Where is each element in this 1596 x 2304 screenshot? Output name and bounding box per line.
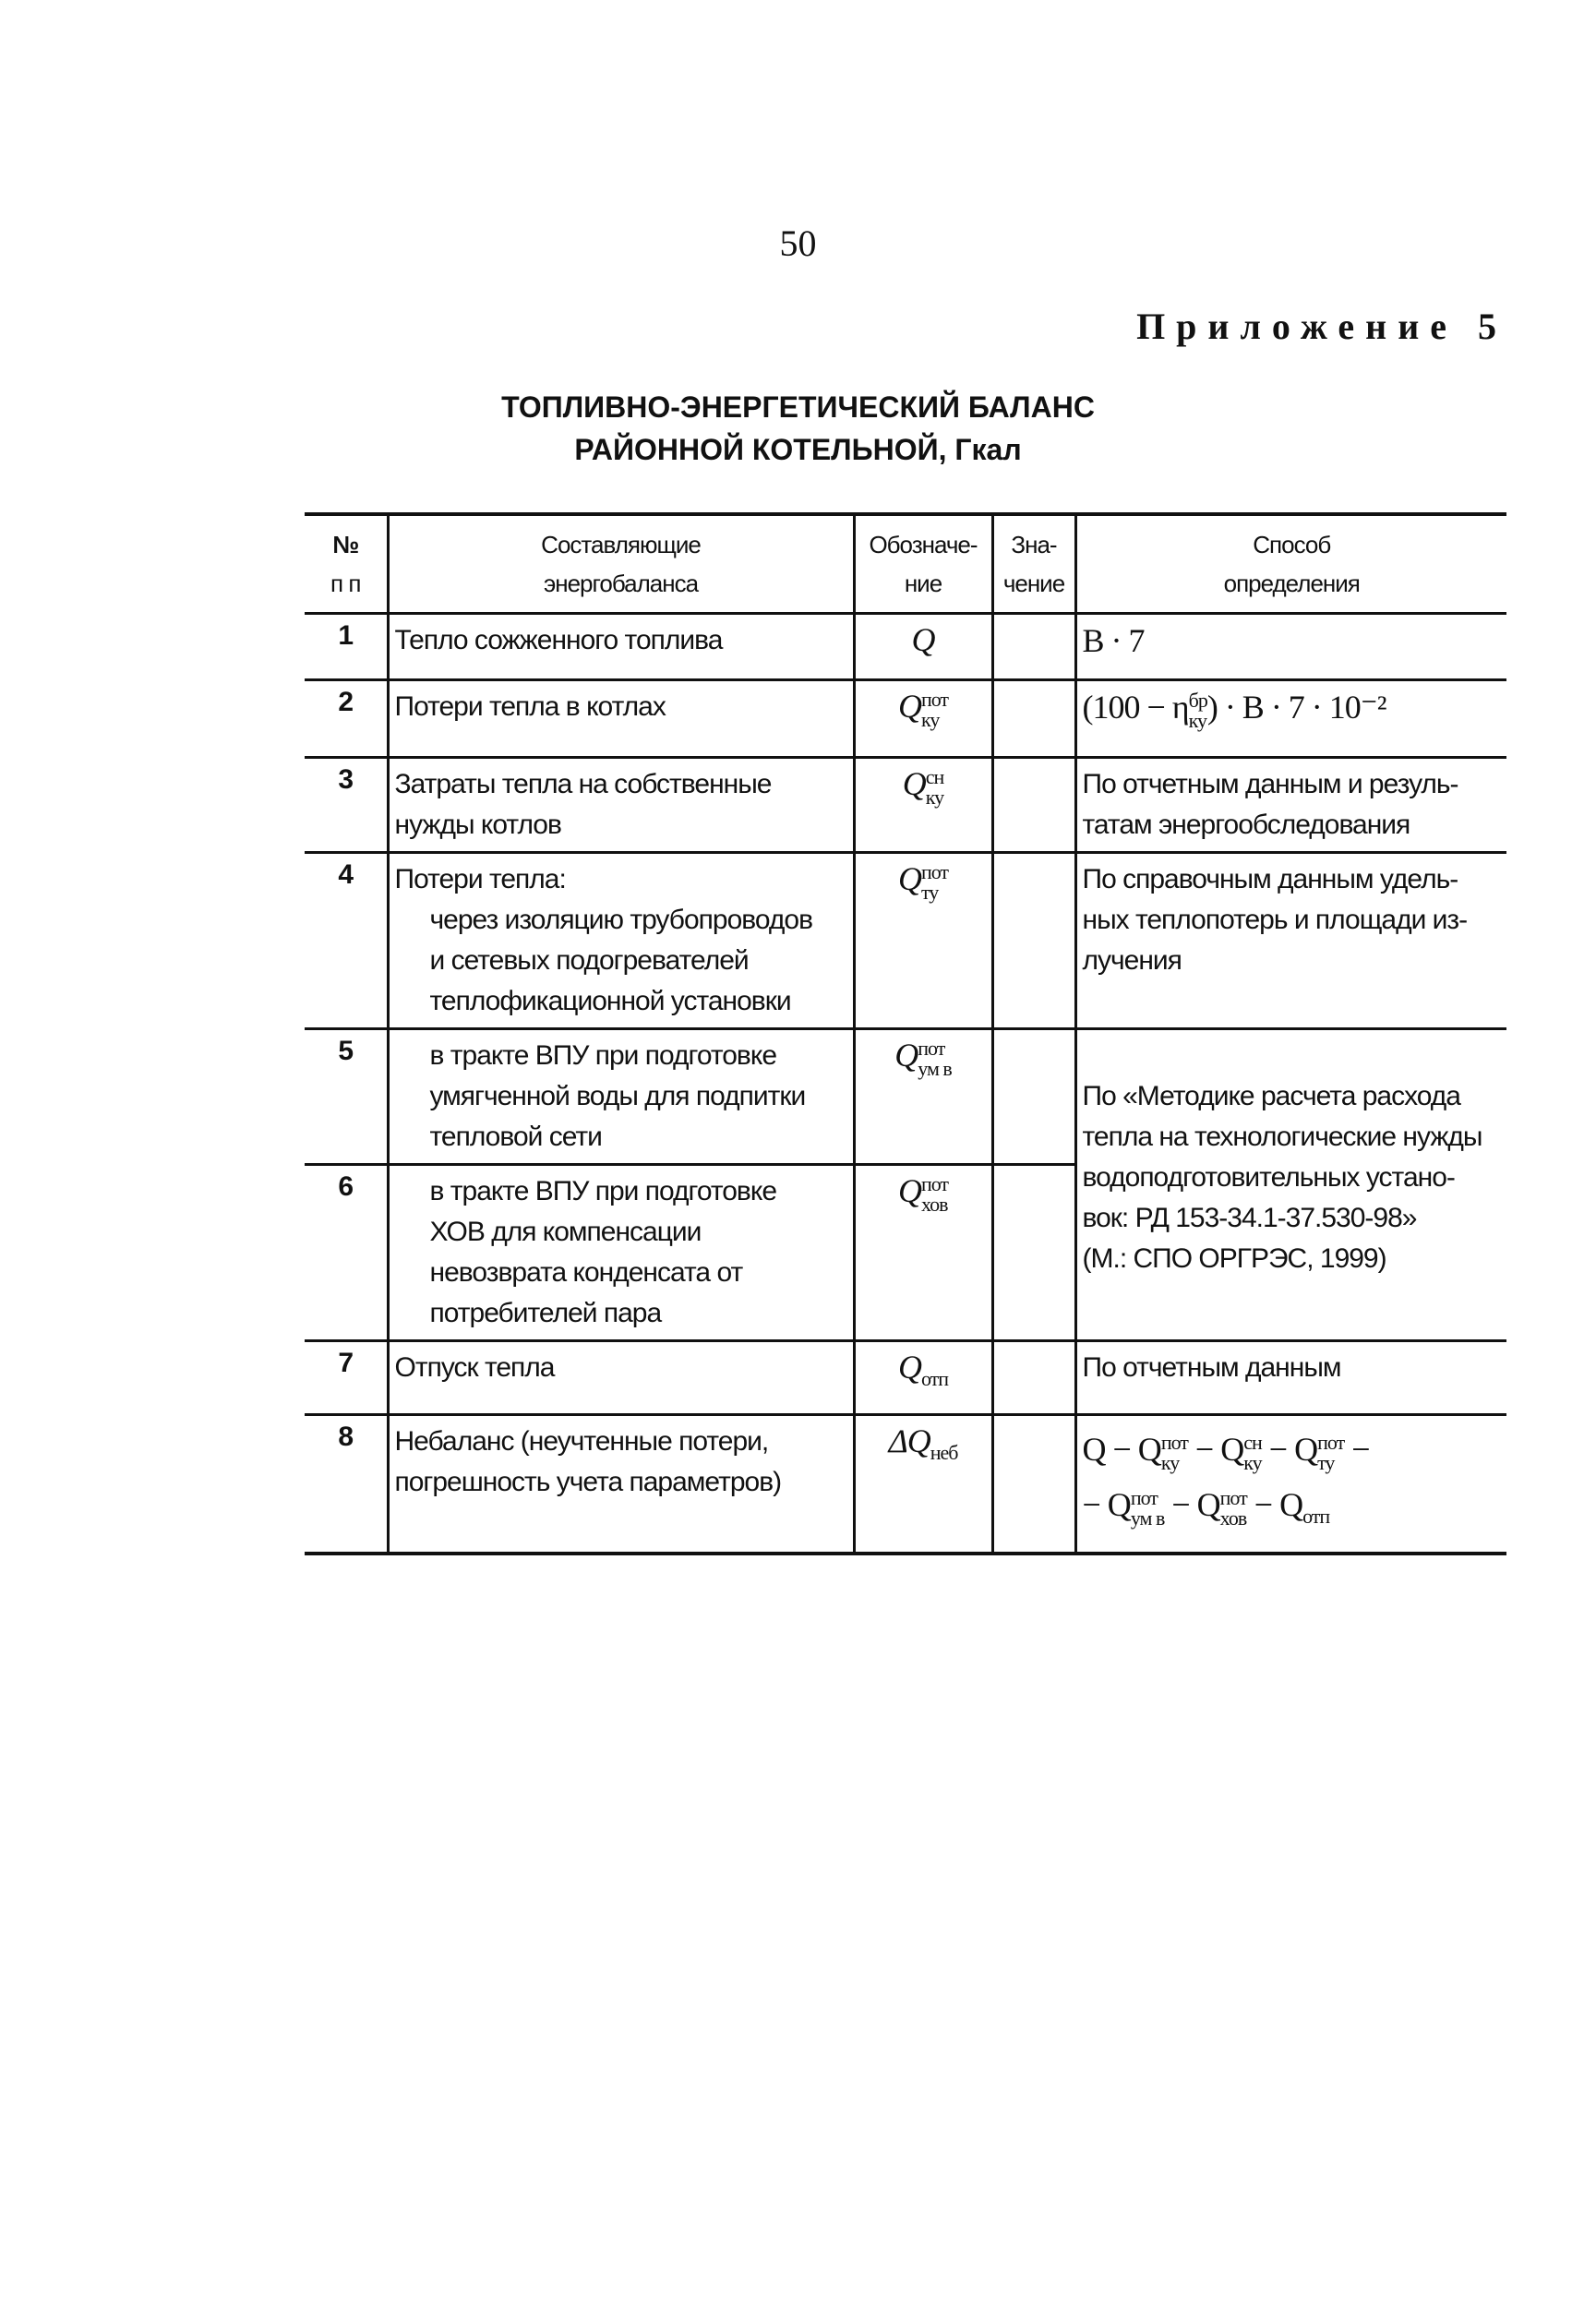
row-method: По отчетным данным и резуль- татам энергообследования	[1075, 758, 1506, 853]
row-component: Затраты тепла на собственные нужды котлов	[388, 758, 854, 853]
row-number: 1	[305, 614, 388, 680]
table-row	[305, 853, 1506, 1029]
row-symbol: Q	[854, 614, 992, 680]
formula-line-2: − Q пот ум в − Q пот хов − $Q_{отп}$	[1082, 1485, 1330, 1530]
row-value	[992, 614, 1075, 680]
row-symbol: $Q_{отп}$	[854, 1341, 992, 1415]
header-num: № п п	[305, 514, 388, 614]
row-symbol: Q сн ку	[854, 758, 992, 853]
title-line-2: РАЙОННОЙ КОТЕЛЬНОЙ, Гкал	[574, 433, 1022, 466]
row-component: Потери тепла: через изоляцию трубопроводов и сетевых подогревателей теплофикационной установки	[388, 853, 854, 1029]
row-method-merged: По «Методике расчета расхода тепла на технологические нужды водоподготовительных устано- вок: РД 153-34.1-37.530-98» (М.: СПО ОРГРЭС, 1999)	[1075, 1029, 1506, 1341]
header-method: Способ определения	[1075, 514, 1506, 614]
row-symbol: Q пот ту	[854, 853, 992, 1029]
row-method: По отчетным данным	[1075, 1341, 1506, 1415]
row-value	[992, 1341, 1075, 1415]
row-value	[992, 1029, 1075, 1165]
row-component: Тепло сожженного топлива	[388, 614, 854, 680]
table-row	[305, 1341, 1506, 1415]
row-value	[992, 1415, 1075, 1554]
header-component: Составляющие энергобаланса	[388, 514, 854, 614]
table-header-row	[305, 514, 1506, 614]
table-row	[305, 680, 1506, 758]
row-value	[992, 680, 1075, 758]
row-value	[992, 1165, 1075, 1341]
formula-line-1: Q − Q пот ку − Q сн ку − Q пот ту −	[1082, 1430, 1370, 1474]
row-symbol: Q пот ку	[854, 680, 992, 758]
row-number: 2	[305, 680, 388, 758]
row-value	[992, 758, 1075, 853]
row-component: Потери тепла в котлах	[388, 680, 854, 758]
document-title	[0, 386, 1596, 471]
energy-balance-table	[305, 512, 1506, 1555]
table-row	[305, 614, 1506, 680]
row-method: (100 − η бр ку ) · B · 7 · 10⁻²	[1075, 680, 1506, 758]
row-number: 8	[305, 1415, 388, 1554]
row-number: 6	[305, 1165, 388, 1341]
row-method-formula	[1075, 1415, 1506, 1554]
page-number: 50	[779, 222, 817, 264]
row-value	[992, 853, 1075, 1029]
table-row	[305, 1415, 1506, 1554]
row-number: 4	[305, 853, 388, 1029]
header-value: Зна- чение	[992, 514, 1075, 614]
row-component: в тракте ВПУ при подготовке умягченной воды для подпитки тепловой сети	[388, 1029, 854, 1165]
header-symbol: Обозначе- ние	[854, 514, 992, 614]
row-component: в тракте ВПУ при подготовке ХОВ для компенсации невозврата конденсата от потребителей пара	[388, 1165, 854, 1341]
row-symbol: $\Delta Q_{неб}$	[854, 1415, 992, 1554]
row-number: 3	[305, 758, 388, 853]
row-component: Отпуск тепла	[388, 1341, 854, 1415]
appendix-label: Приложение 5	[1136, 306, 1507, 347]
row-symbol: Q пот хов	[854, 1165, 992, 1341]
row-symbol: Q пот ум в	[854, 1029, 992, 1165]
table-row	[305, 1029, 1506, 1165]
title-line-1: ТОПЛИВНО-ЭНЕРГЕТИЧЕСКИЙ БАЛАНС	[501, 390, 1095, 424]
row-number: 5	[305, 1029, 388, 1165]
row-component: Небаланс (неучтенные потери, погрешность учета параметров)	[388, 1415, 854, 1554]
table-row	[305, 758, 1506, 853]
row-number: 7	[305, 1341, 388, 1415]
row-method: По справочным данным удель- ных теплопотерь и площади из- лучения	[1075, 853, 1506, 1029]
row-method: B · 7	[1075, 614, 1506, 680]
